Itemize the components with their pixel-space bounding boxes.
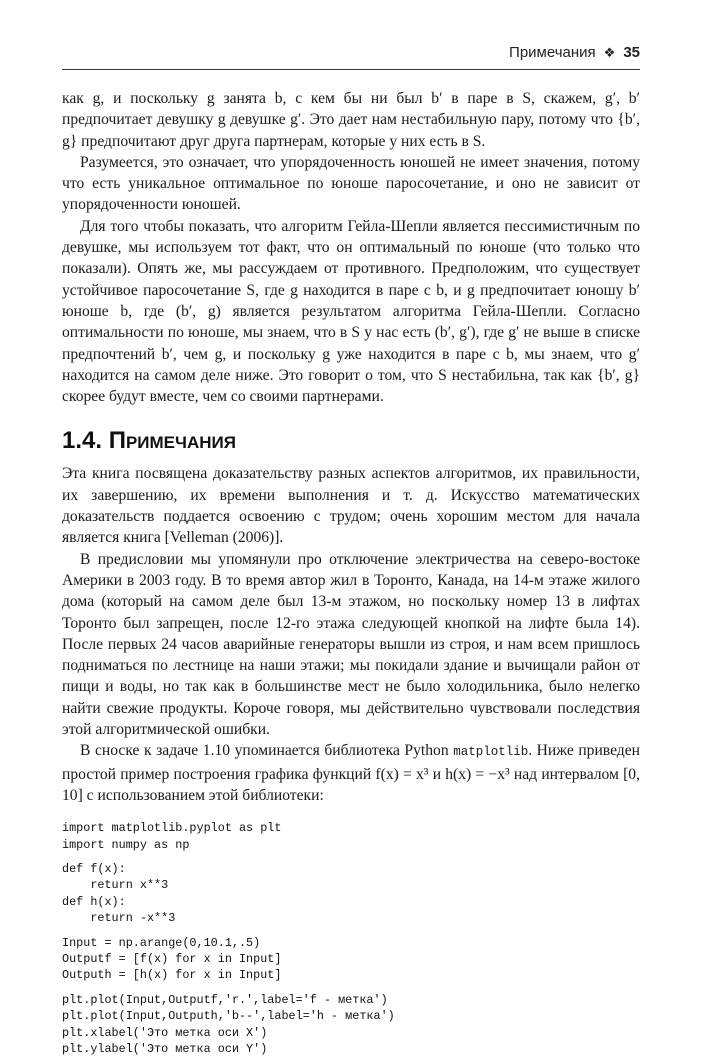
code-line: plt.plot(Input,Outputf,'r.',label='f - метка') bbox=[62, 992, 388, 1007]
running-head-title: Примечания bbox=[509, 44, 596, 61]
library-name: matplotlib bbox=[453, 745, 529, 760]
code-line: import matplotlib.pyplot as plt bbox=[62, 821, 282, 836]
page-number: 35 bbox=[623, 44, 640, 61]
fleuron-icon: ❖ bbox=[603, 45, 616, 60]
section-heading bbox=[62, 427, 640, 455]
code-line: plt.ylabel('Это метка оси Y') bbox=[62, 1041, 268, 1056]
code-line: Outputf = [f(x) for x in Input] bbox=[62, 951, 282, 966]
paragraph-text: . Ниже приведен простой пример построения графика функций f(x) = x³ и h(x) = −x³ над интервалом [0, 10] с использованием этой библиотеки: bbox=[62, 742, 640, 804]
code-listing bbox=[62, 820, 640, 1057]
paragraph: В предисловии мы упомянули про отключение электричества на северо-востоке Америки в 2003 году. В то время автор жил в Торонто, Канада, на 14-м этаже жилого дома (который на самом деле был 13-м этажом, но поскольку номер 13 в лифтах Торонто был запрещен, после 12-го этажа следующей кнопкой на лифте была 14). После первых 24 часов аварийные генераторы вышли из строя, и нам всем пришлось подниматься по лестнице на наши этажи; мы покидали здание и вычищали район от пищи и воды, но так как в большинстве мест не было холодильника, было нелегко найти свежие продукты. Короче говоря, мы действительно чувствовали последствия этой алгоритмической ошибки. bbox=[62, 550, 640, 739]
paragraph: Разумеется, это означает, что упорядоченность юношей не имеет значения, потому что есть уникальное оптимальное по юноше паросочетание, и оно не зависит от упорядоченности юношей. bbox=[62, 153, 640, 214]
code-line: Input = np.arange(0,10.1,.5) bbox=[62, 935, 261, 950]
section-title: Примечания bbox=[108, 427, 236, 455]
code-line: plt.xlabel('Это метка оси X') bbox=[62, 1025, 268, 1040]
header-rule bbox=[62, 69, 640, 70]
code-line: return -x**3 bbox=[62, 911, 176, 926]
body-text bbox=[62, 88, 640, 1057]
paragraph bbox=[62, 740, 640, 806]
code-line: Outputh = [h(x) for x in Input] bbox=[62, 968, 282, 983]
paragraph: Для того чтобы показать, что алгоритм Гейла-Шепли является пессимистичным по девушке, мы используем тот факт, что он оптимальный по юноше (что только что показали). Опять же, мы рассуждаем от противного. Предположим, что существует устойчивое паросочетание S, где g находится в паре с b, и g предпочитает юношу b′ юноше b, где (b′, g) является результатом алгоритма Гейла-Шепли. Согласно оптимальности по юноше, мы знаем, что в S у нас есть (b′, g′), где g′ не выше в списке предпочтений b′, чем g, и поскольку g уже находится в паре с b, мы знаем, что g′ находится на самом деле ниже. Это говорит о том, что S нестабильна, так как {b′, g} скорее будут вместе, чем со своими партнерами. bbox=[62, 217, 640, 406]
code-line: return x**3 bbox=[62, 878, 169, 893]
running-head bbox=[62, 44, 640, 68]
section-number: 1.4. bbox=[62, 427, 103, 455]
paragraph: Эта книга посвящена доказательству разных аспектов алгоритмов, их правильности, их завершению, их времени выполнения и т. д. Искусство математических доказательств поддается освоению с трудом; очень хорошим местом для начала является книга [Velleman (2006)]. bbox=[62, 465, 640, 547]
paragraph-text: В сноске к задаче 1.10 упоминается библиотека Python bbox=[80, 742, 454, 760]
code-line: def h(x): bbox=[62, 894, 126, 909]
paragraph: как g, и поскольку g занята b, с кем бы ни был b′ в паре в S, скажем, g′, b′ предпочитает девушку g девушке g′. Это дает нам нестабильную пару, потому что {b′, g} предпочитают друг друга партнерам, которые у них есть в S. bbox=[62, 90, 640, 150]
code-line: import numpy as np bbox=[62, 837, 190, 852]
code-line: plt.plot(Input,Outputh,'b--',label='h - метка') bbox=[62, 1009, 395, 1024]
code-line: def f(x): bbox=[62, 861, 126, 876]
